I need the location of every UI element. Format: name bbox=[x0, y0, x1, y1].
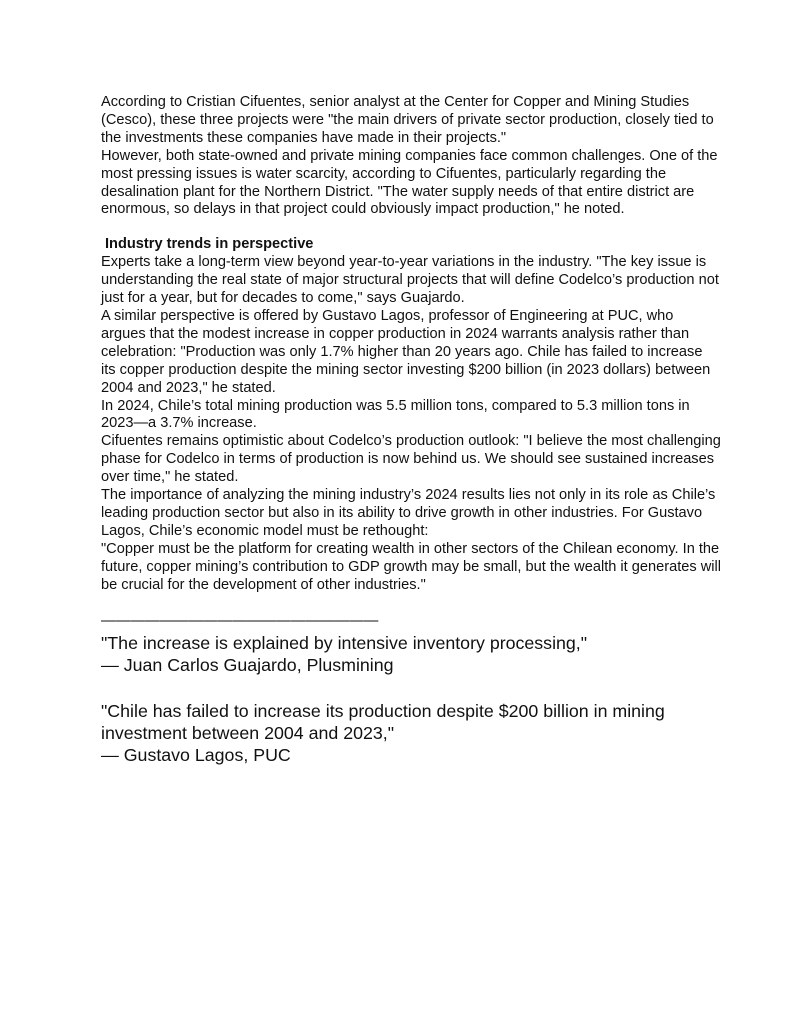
block-quote: "Copper must be the platform for creating wealth in other sectors of the Chilean economy. In the future, copper mining’s contribution to GDP growth may be small, but the wealth it generates will be crucial for the development of other industries." bbox=[101, 540, 722, 593]
paragraph: Cifuentes remains optimistic about Codelco’s production outlook: "I believe the most challenging phase for Codelco in terms of production is now behind us. We should see sustained increases over time," he stated. bbox=[101, 433, 721, 486]
paragraph: According to Cristian Cifuentes, senior analyst at the Center for Copper and Mining Studies (Cesco), these three projects were "the main drivers of private sector production, closely tied to the investments these companies have made in their projects." bbox=[101, 94, 714, 146]
paragraph: In 2024, Chile’s total mining production was 5.5 million tons, compared to 5.3 million tons in 2023—a 3.7% increase. bbox=[101, 397, 690, 432]
pull-quote-text: "Chile has failed to increase its production despite $200 billion in mining investment between 2004 and 2023," bbox=[101, 701, 665, 744]
divider: ——————————————————— bbox=[101, 613, 379, 630]
pull-quote-text: "The increase is explained by intensive inventory processing," bbox=[101, 633, 588, 654]
document-page bbox=[101, 94, 721, 766]
paragraph: The importance of analyzing the mining industry’s 2024 results lies not only in its role as Chile’s leading production sector but also in its ability to drive growth in other industries. For Gustavo Lagos, Chile’s economic model must be rethought: bbox=[101, 487, 716, 539]
paragraph: A similar perspective is offered by Gustavo Lagos, professor of Engineering at PUC, who argues that the modest increase in copper production in 2024 warrants analysis rather than celebration: "Production was only 1.7% higher than 20 years ago. Chile has failed to increase its copper production despite the mining sector investing $200 billion (in 2023 dollars) between 2004 and 2023," he stated. bbox=[101, 307, 711, 396]
pull-quote bbox=[101, 632, 721, 676]
pull-quote-attribution: — Juan Carlos Guajardo, Plusmining bbox=[101, 655, 394, 676]
paragraph: Experts take a long-term view beyond year-to-year variations in the industry. "The key issue is understanding the real state of major structural projects that will define Codelco’s production not just for a year, but for decades to come," says Guajardo. bbox=[101, 254, 719, 307]
paragraph: However, both state-owned and private mining companies face common challenges. One of the most pressing issues is water scarcity, according to Cifuentes, particularly regarding the desalination plant for the Northern District. "The water supply needs of that entire district are enormous, so delays in that project could obviously impact production," he noted. bbox=[101, 147, 718, 218]
pull-quote-attribution: — Gustavo Lagos, PUC bbox=[101, 745, 291, 766]
section-heading: Industry trends in perspective bbox=[105, 236, 314, 253]
pull-quote bbox=[101, 700, 721, 766]
